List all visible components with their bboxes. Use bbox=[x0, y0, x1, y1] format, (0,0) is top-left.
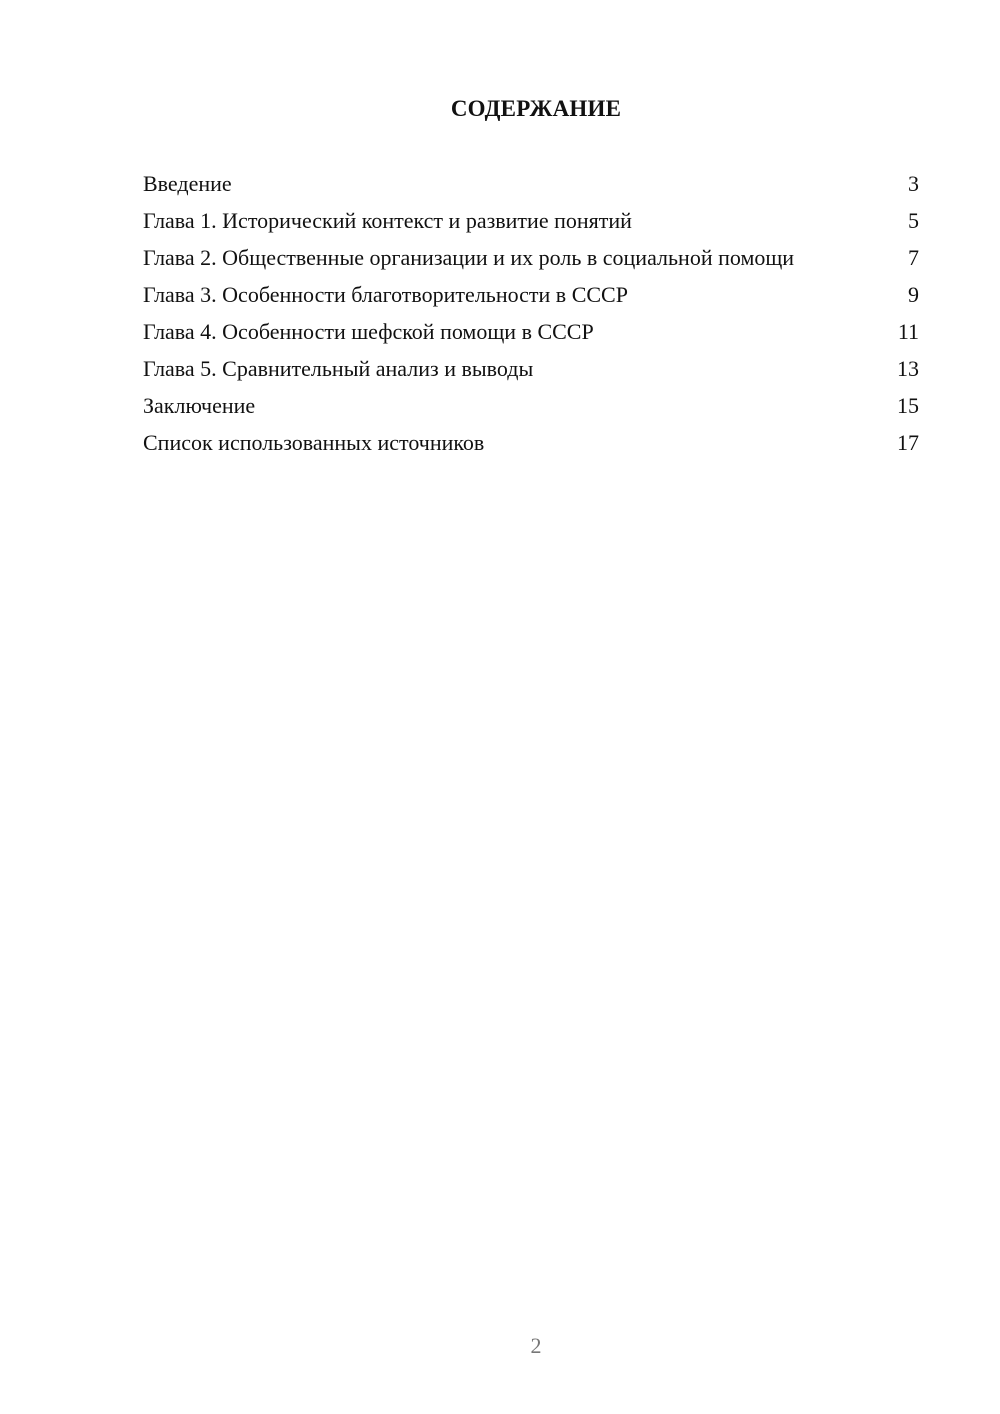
toc-entry bbox=[143, 207, 919, 234]
toc-entry-page: 11 bbox=[897, 319, 919, 344]
toc-entry-title: Глава 2. Общественные организации и их роль в социальной помощи bbox=[143, 245, 795, 270]
toc-entry-title: Заключение bbox=[143, 393, 256, 418]
page-title: СОДЕРЖАНИЕ bbox=[450, 96, 622, 121]
toc-entry-title: Глава 1. Исторический контекст и развитие понятий bbox=[143, 208, 632, 233]
toc-entry-page: 7 bbox=[908, 245, 919, 270]
toc-entry-page: 15 bbox=[897, 393, 919, 418]
table-of-contents bbox=[143, 170, 919, 466]
toc-entry-title: Список использованных источников bbox=[143, 430, 485, 455]
page-number: 2 bbox=[530, 1333, 542, 1358]
toc-entry bbox=[143, 170, 919, 197]
toc-entry bbox=[143, 355, 919, 382]
toc-entry-page: 3 bbox=[908, 171, 919, 196]
toc-entry-title: Введение bbox=[143, 171, 232, 196]
toc-entry-title: Глава 5. Сравнительный анализ и выводы bbox=[143, 356, 534, 381]
toc-entry bbox=[143, 429, 919, 456]
toc-entry bbox=[143, 244, 919, 271]
toc-entry bbox=[143, 318, 919, 345]
toc-entry-page: 5 bbox=[908, 208, 919, 233]
toc-entry-title: Глава 4. Особенности шефской помощи в СССР bbox=[143, 319, 594, 344]
toc-entry bbox=[143, 392, 919, 419]
toc-entry-page: 13 bbox=[897, 356, 919, 381]
toc-entry-page: 17 bbox=[897, 430, 919, 455]
toc-entry bbox=[143, 281, 919, 308]
toc-entry-title: Глава 3. Особенности благотворительности в СССР bbox=[143, 282, 628, 307]
toc-entry-page: 9 bbox=[908, 282, 919, 307]
